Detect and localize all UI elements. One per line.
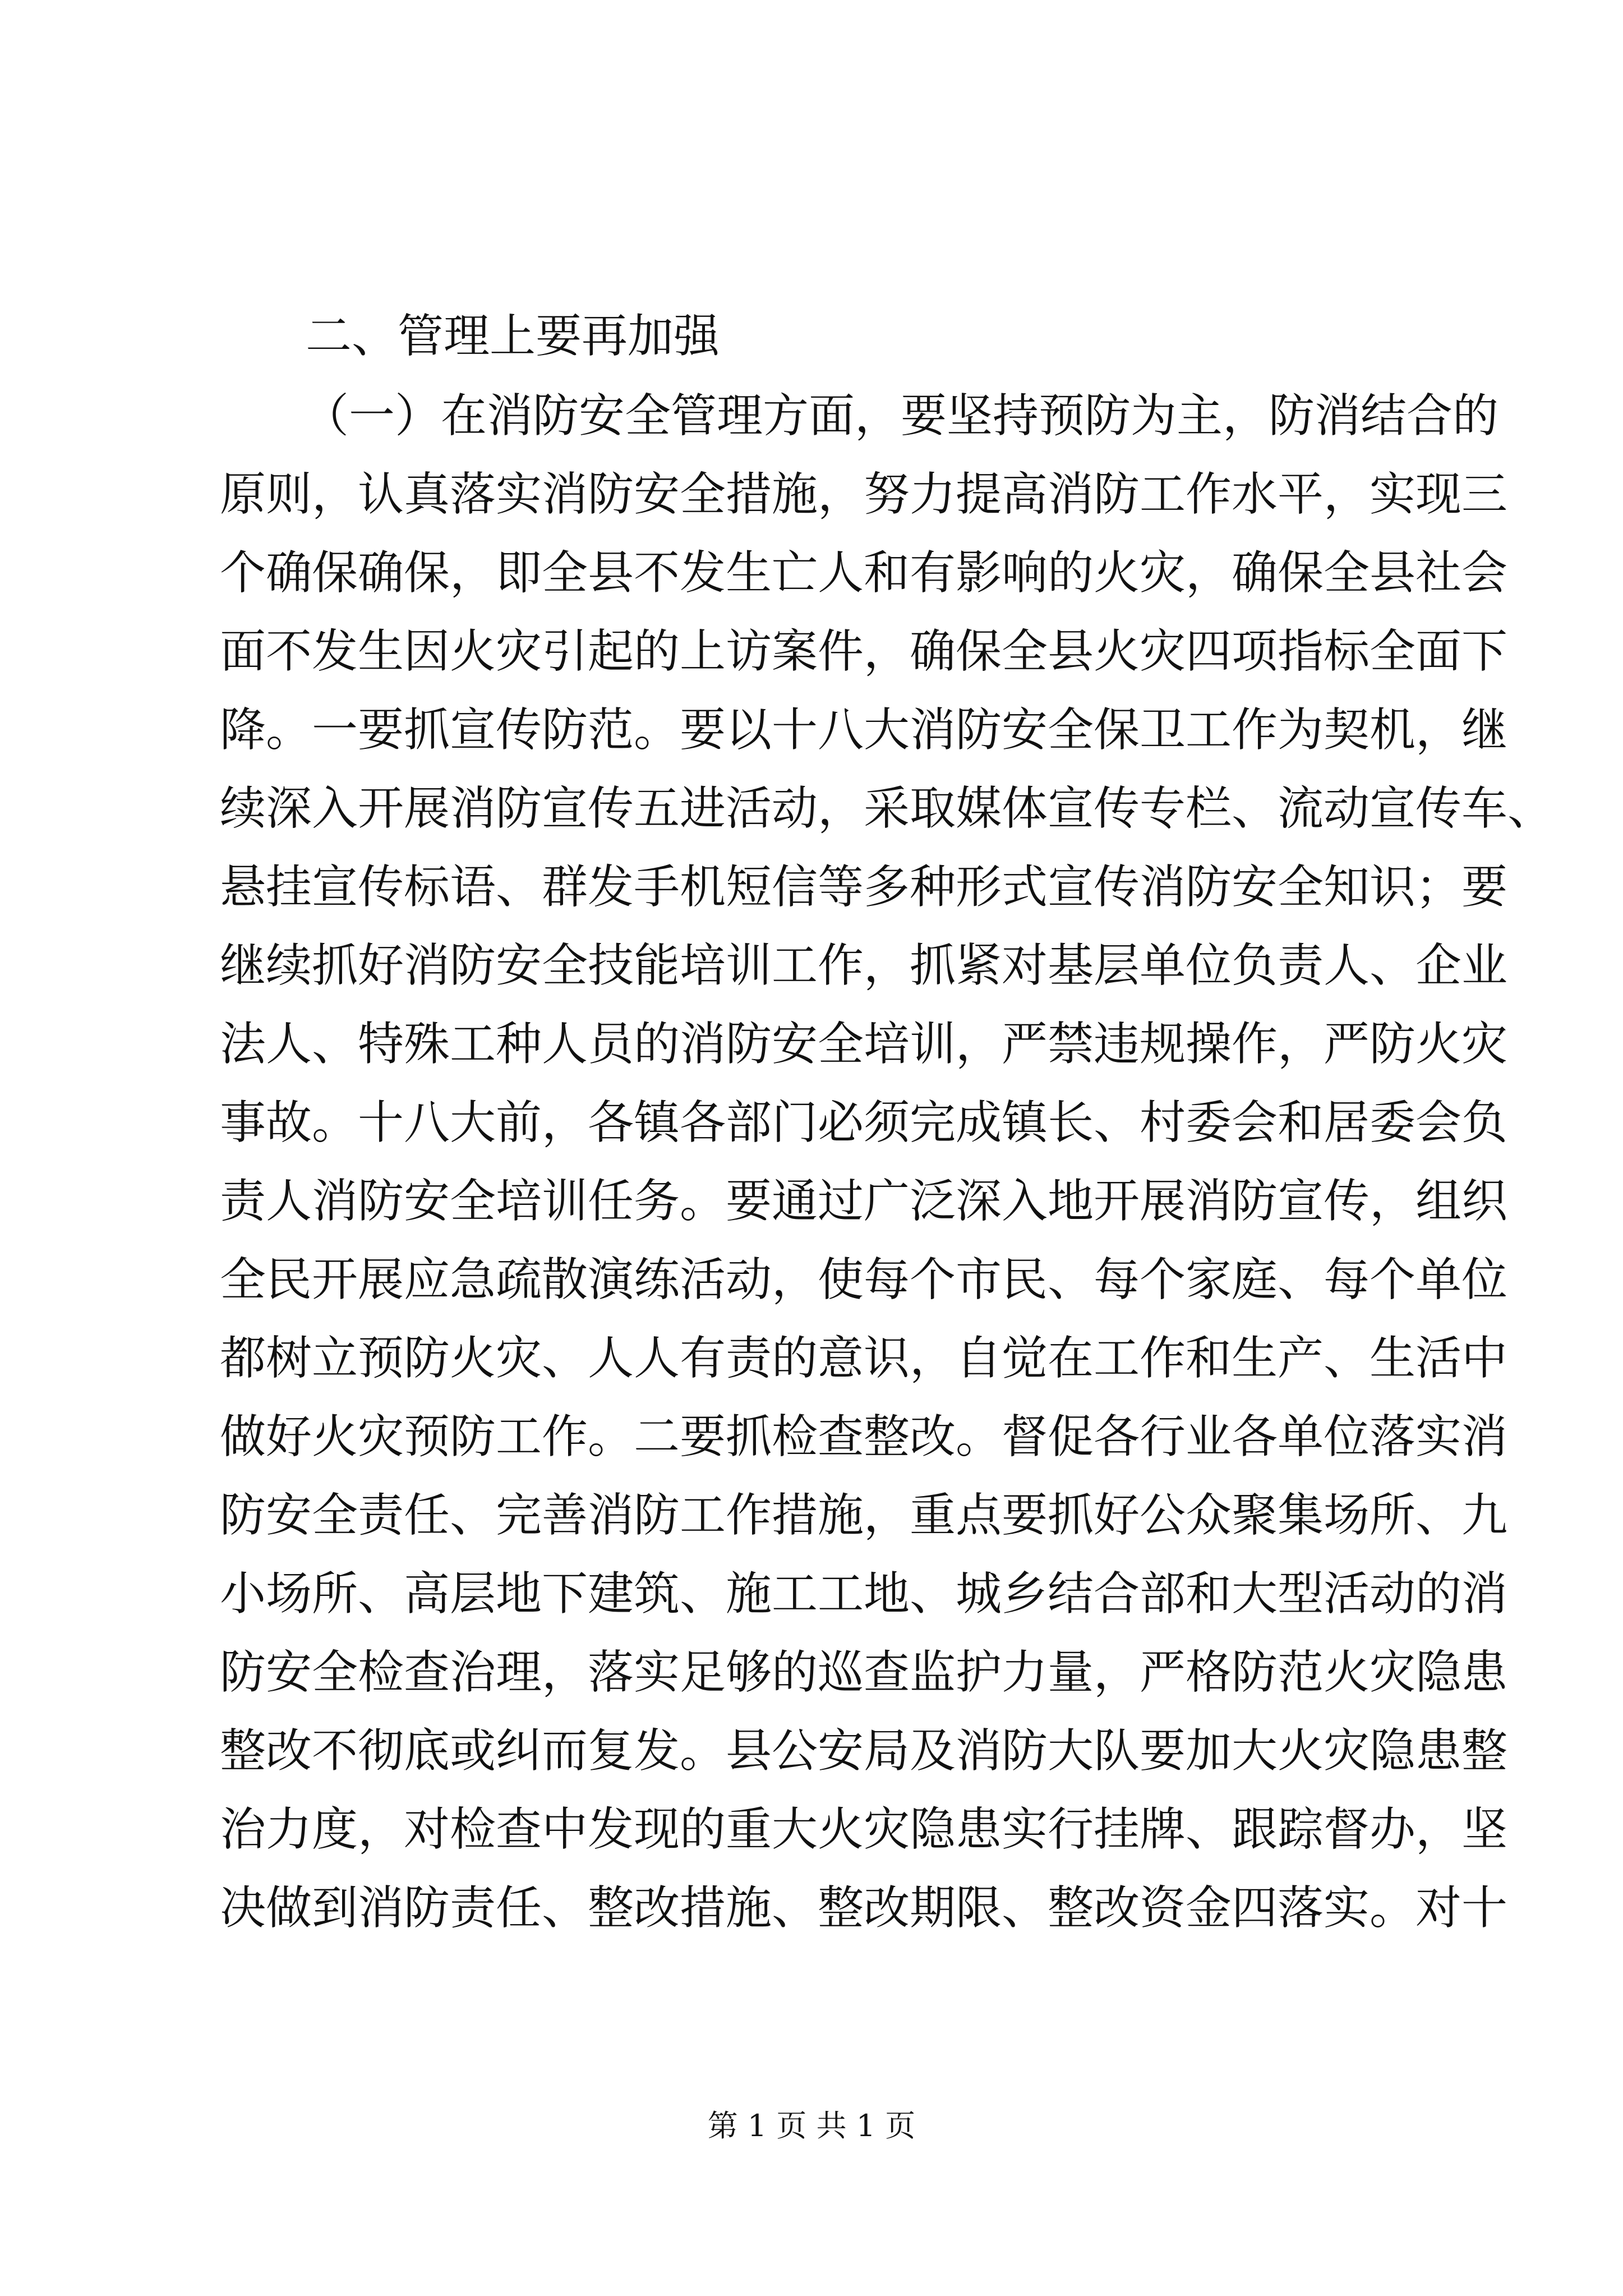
text-line: 法人、特殊工种人员的消防安全培训，严禁违规操作，严防火灾 — [220, 1018, 1508, 1071]
text-line: 继续抓好消防安全技能培训工作，抓紧对基层单位负责人、企业 — [220, 939, 1508, 992]
body-paragraph — [220, 377, 1554, 1948]
page-footer: 第 1 页 共 1 页 — [707, 2108, 916, 2143]
text-line: 个确保确保，即全县不发生亡人和有影响的火灾，确保全县社会 — [220, 546, 1508, 600]
text-line: （一）在消防安全管理方面，要坚持预防为主，防消结合的 — [303, 389, 1499, 443]
text-line: 都树立预防火灾、人人有责的意识，自觉在工作和生产、生活中 — [220, 1332, 1508, 1385]
text-line: 续深入开展消防宣传五进活动，采取媒体宣传专栏、流动宣传车、 — [220, 782, 1554, 835]
text-line: 做好火灾预防工作。二要抓检查整改。督促各行业各单位落实消 — [220, 1410, 1508, 1464]
text-line: 决做到消防责任、整改措施、整改期限、整改资金四落实。对十 — [220, 1881, 1508, 1935]
text-line: 事故。十八大前，各镇各部门必须完成镇长、村委会和居委会负 — [220, 1096, 1508, 1149]
text-line: 降。一要抓宣传防范。要以十八大消防安全保卫工作为契机，继 — [220, 703, 1508, 757]
section-heading: 二、管理上要再加强 — [306, 310, 720, 363]
text-line: 小场所、高层地下建筑、施工工地、城乡结合部和大型活动的消 — [220, 1567, 1508, 1621]
text-line: 全民开展应急疏散演练活动，使每个市民、每个家庭、每个单位 — [220, 1253, 1508, 1306]
text-line: 防安全检查治理，落实足够的巡查监护力量，严格防范火灾隐患 — [220, 1646, 1508, 1699]
text-line: 治力度，对检查中发现的重大火灾隐患实行挂牌、跟踪督办，坚 — [220, 1803, 1508, 1856]
text-line: 整改不彻底或纠而复发。县公安局及消防大队要加大火灾隐患整 — [220, 1724, 1508, 1778]
text-line: 面不发生因火灾引起的上访案件，确保全县火灾四项指标全面下 — [220, 625, 1508, 678]
text-line: 悬挂宣传标语、群发手机短信等多种形式宣传消防安全知识；要 — [220, 861, 1508, 914]
text-line: 责人消防安全培训任务。要通过广泛深入地开展消防宣传，组织 — [220, 1175, 1508, 1228]
text-line: 防安全责任、完善消防工作措施，重点要抓好公众聚集场所、九 — [220, 1489, 1508, 1542]
text-line: 原则，认真落实消防安全措施，努力提高消防工作水平，实现三 — [220, 468, 1508, 521]
